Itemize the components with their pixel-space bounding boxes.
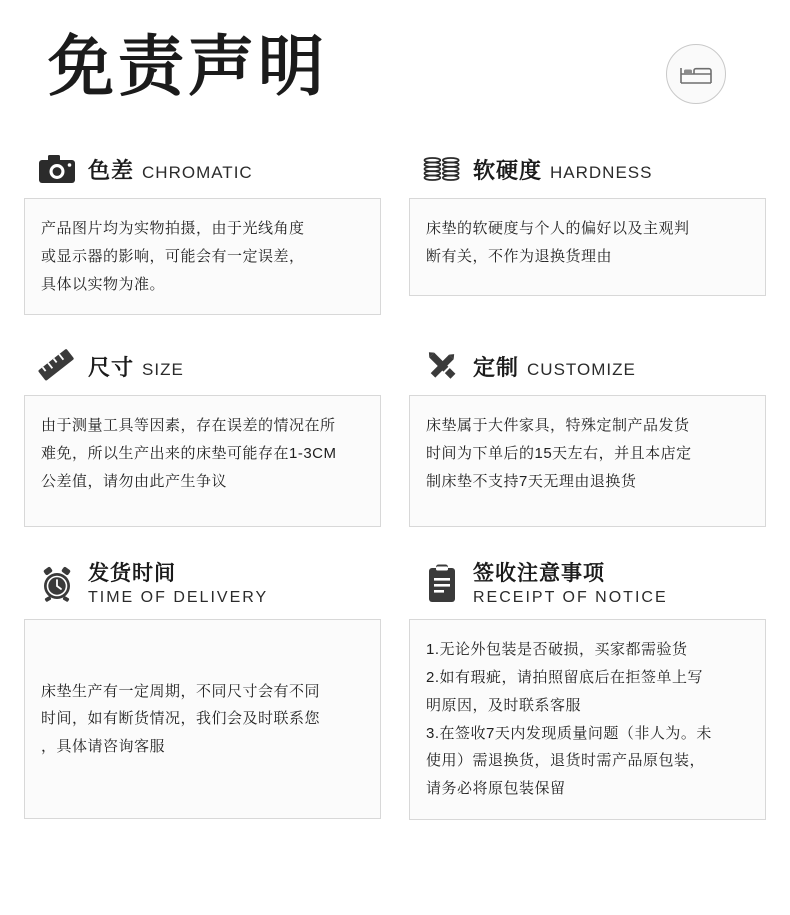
body-line: 请务必将原包装保留 xyxy=(426,780,566,797)
section-hardness xyxy=(409,140,766,315)
section-chromatic xyxy=(24,140,381,315)
section-header xyxy=(24,337,381,395)
section-title-cn: 尺寸 xyxy=(88,355,135,381)
body-line: 断有关，不作为退换货理由 xyxy=(426,247,613,265)
section-title-cn: 色差 xyxy=(88,158,135,184)
body-line: 由于测量工具等因素，存在误差的情况在所 xyxy=(41,417,336,435)
springs-icon xyxy=(421,154,463,184)
sections-grid xyxy=(22,140,768,842)
section-titles xyxy=(88,154,253,185)
section-body xyxy=(409,619,766,820)
section-titles xyxy=(88,351,184,382)
page-header xyxy=(22,0,768,140)
section-delivery-time xyxy=(24,549,381,820)
body-line: 时间为下单后的15天左右，并且本店定 xyxy=(426,445,692,462)
body-line: 具体以实物为准。 xyxy=(41,275,166,293)
section-header xyxy=(409,337,766,395)
section-body xyxy=(409,395,766,527)
section-titles xyxy=(473,154,652,185)
section-title-en: SIZE xyxy=(142,359,184,379)
section-title-en: HARDNESS xyxy=(550,162,653,182)
section-titles xyxy=(88,560,268,608)
body-line: 时间，如有断货情况，我们会及时联系您 xyxy=(41,710,321,728)
section-body xyxy=(24,619,381,819)
body-line: 1.无论外包装是否破损，买家都需验货 xyxy=(426,641,688,659)
body-line: 难免，所以生产出来的床垫可能存在1-3CM xyxy=(41,445,337,462)
section-receipt-notice xyxy=(409,549,766,820)
tools-icon xyxy=(421,349,463,383)
body-line: 床垫生产有一定周期，不同尺寸会有不同 xyxy=(41,682,321,700)
body-line: 公差值，请勿由此产生争议 xyxy=(41,472,228,490)
section-body xyxy=(24,395,381,527)
body-line: 床垫属于大件家具，特殊定制产品发货 xyxy=(426,417,690,435)
section-body xyxy=(409,198,766,296)
body-line: 制床垫不支持7天无理由退换货 xyxy=(426,472,637,490)
body-line: 使用）需退换货，退货时需产品原包装， xyxy=(426,752,706,770)
body-line: 3.在签收7天内发现质量问题（非人为。未 xyxy=(426,724,712,742)
section-title-en: CUSTOMIZE xyxy=(527,359,636,379)
section-header xyxy=(409,140,766,198)
section-title-en: RECEIPT OF NOTICE xyxy=(473,588,668,606)
section-title-cn: 定制 xyxy=(473,355,520,381)
section-titles xyxy=(473,560,668,608)
section-titles xyxy=(473,351,636,382)
section-title-cn: 软硬度 xyxy=(473,158,543,184)
bed-icon xyxy=(666,44,726,104)
body-line: ，具体请咨询客服 xyxy=(41,738,166,756)
body-line: 或显示器的影响，可能会有一定误差， xyxy=(41,247,305,265)
body-line: 床垫的软硬度与个人的偏好以及主观判 xyxy=(426,220,690,237)
section-customize xyxy=(409,337,766,527)
body-line: 明原因，及时联系客服 xyxy=(426,696,582,714)
section-header xyxy=(24,140,381,198)
ruler-icon xyxy=(36,349,78,383)
section-title-en: TIME OF DELIVERY xyxy=(88,588,269,606)
clipboard-icon xyxy=(421,563,463,605)
section-title-en: CHROMATIC xyxy=(142,162,253,182)
alarm-clock-icon xyxy=(36,563,78,605)
page-title: 免责声明 xyxy=(48,28,328,105)
body-line: 2.如有瑕疵，请拍照留底后在拒签单上写 xyxy=(426,669,704,686)
section-size xyxy=(24,337,381,527)
section-header xyxy=(24,549,381,619)
section-title-cn: 签收注意事项 xyxy=(473,561,605,586)
body-line: 产品图片均为实物拍摄，由于光线角度 xyxy=(41,220,305,237)
section-header xyxy=(409,549,766,619)
section-title-cn: 发货时间 xyxy=(88,561,176,586)
camera-icon xyxy=(36,154,78,184)
section-body xyxy=(24,198,381,315)
